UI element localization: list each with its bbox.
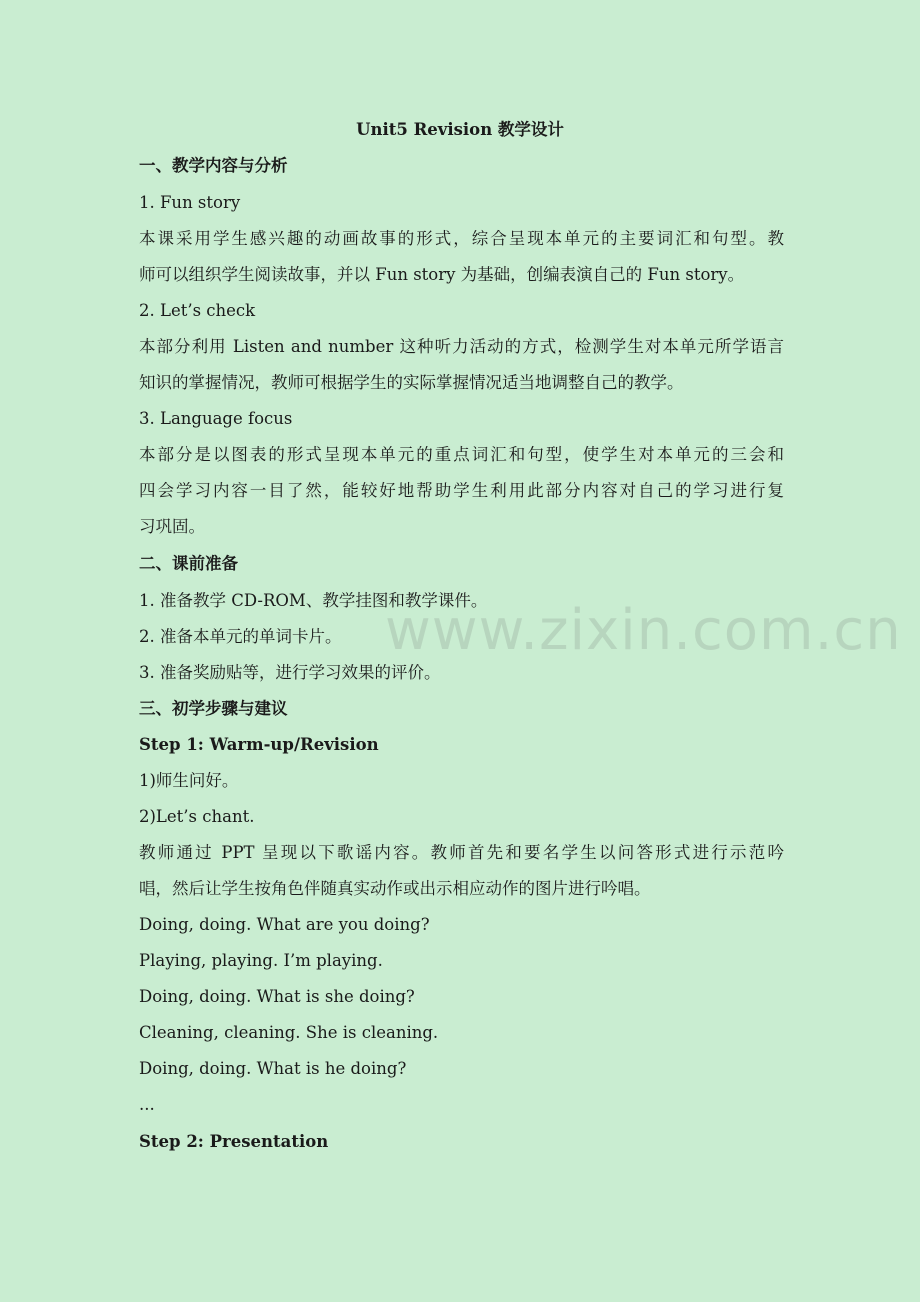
list-item: 3. 准备奖励贴等，进行学习效果的评价。: [139, 663, 441, 682]
paragraph-line: 本部分是以图表的形式呈现本单元的重点词汇和句型，使学生对本单元的三会和: [139, 445, 784, 464]
chant-line: Cleaning, cleaning. She is cleaning.: [139, 1023, 439, 1042]
chant-line: Doing, doing. What is she doing?: [139, 987, 415, 1006]
chant-line: ...: [139, 1095, 155, 1114]
list-item: 1. 准备教学 CD-ROM、教学挂图和教学课件。: [139, 591, 488, 610]
list-item: 2. 准备本单元的单词卡片。: [139, 627, 342, 646]
paragraph-line: 本部分利用 Listen and number 这种听力活动的方式，检测学生对本单元所学语言: [139, 337, 784, 356]
item-language-focus-title: 3. Language focus: [139, 409, 293, 428]
chant-line: Playing, playing. I’m playing.: [139, 951, 383, 970]
paragraph-line: 四会学习内容一目了然，能较好地帮助学生利用此部分内容对自己的学习进行复: [139, 481, 784, 500]
chant-line: Doing, doing. What is he doing?: [139, 1059, 407, 1078]
paragraph-line: 唱，然后让学生按角色伴随真实动作或出示相应动作的图片进行吟唱。: [139, 879, 651, 898]
chant-line: Doing, doing. What are you doing?: [139, 915, 430, 934]
item-fun-story-title: 1. Fun story: [139, 193, 241, 212]
item-lets-check-title: 2. Let’s check: [139, 301, 256, 320]
section-heading-content-analysis: 一、教学内容与分析: [139, 156, 288, 175]
paragraph-line: 本课采用学生感兴趣的动画故事的形式，综合呈现本单元的主要词汇和句型。教: [139, 229, 784, 248]
section-heading-preparation: 二、课前准备: [139, 554, 238, 573]
paragraph-line: 教师通过 PPT 呈现以下歌谣内容。教师首先和要名学生以问答形式进行示范吟: [139, 843, 784, 862]
step-line: 2)Let’s chant.: [139, 807, 255, 826]
step-line: 1)师生问好。: [139, 771, 239, 790]
paragraph-line: 知识的掌握情况，教师可根据学生的实际掌握情况适当地调整自己的教学。: [139, 373, 684, 392]
step2-heading: Step 2: Presentation: [139, 1132, 329, 1151]
watermark: www.zixin.com.cn: [385, 598, 902, 663]
paragraph-line: 习巩固。: [139, 517, 205, 536]
paragraph-line: 师可以组织学生阅读故事，并以 Fun story 为基础，创编表演自己的 Fun story。: [139, 265, 745, 284]
step1-heading: Step 1: Warm-up/Revision: [139, 735, 379, 754]
section-heading-steps: 三、初学步骤与建议: [139, 699, 288, 718]
document-title: Unit5 Revision 教学设计: [356, 120, 564, 139]
